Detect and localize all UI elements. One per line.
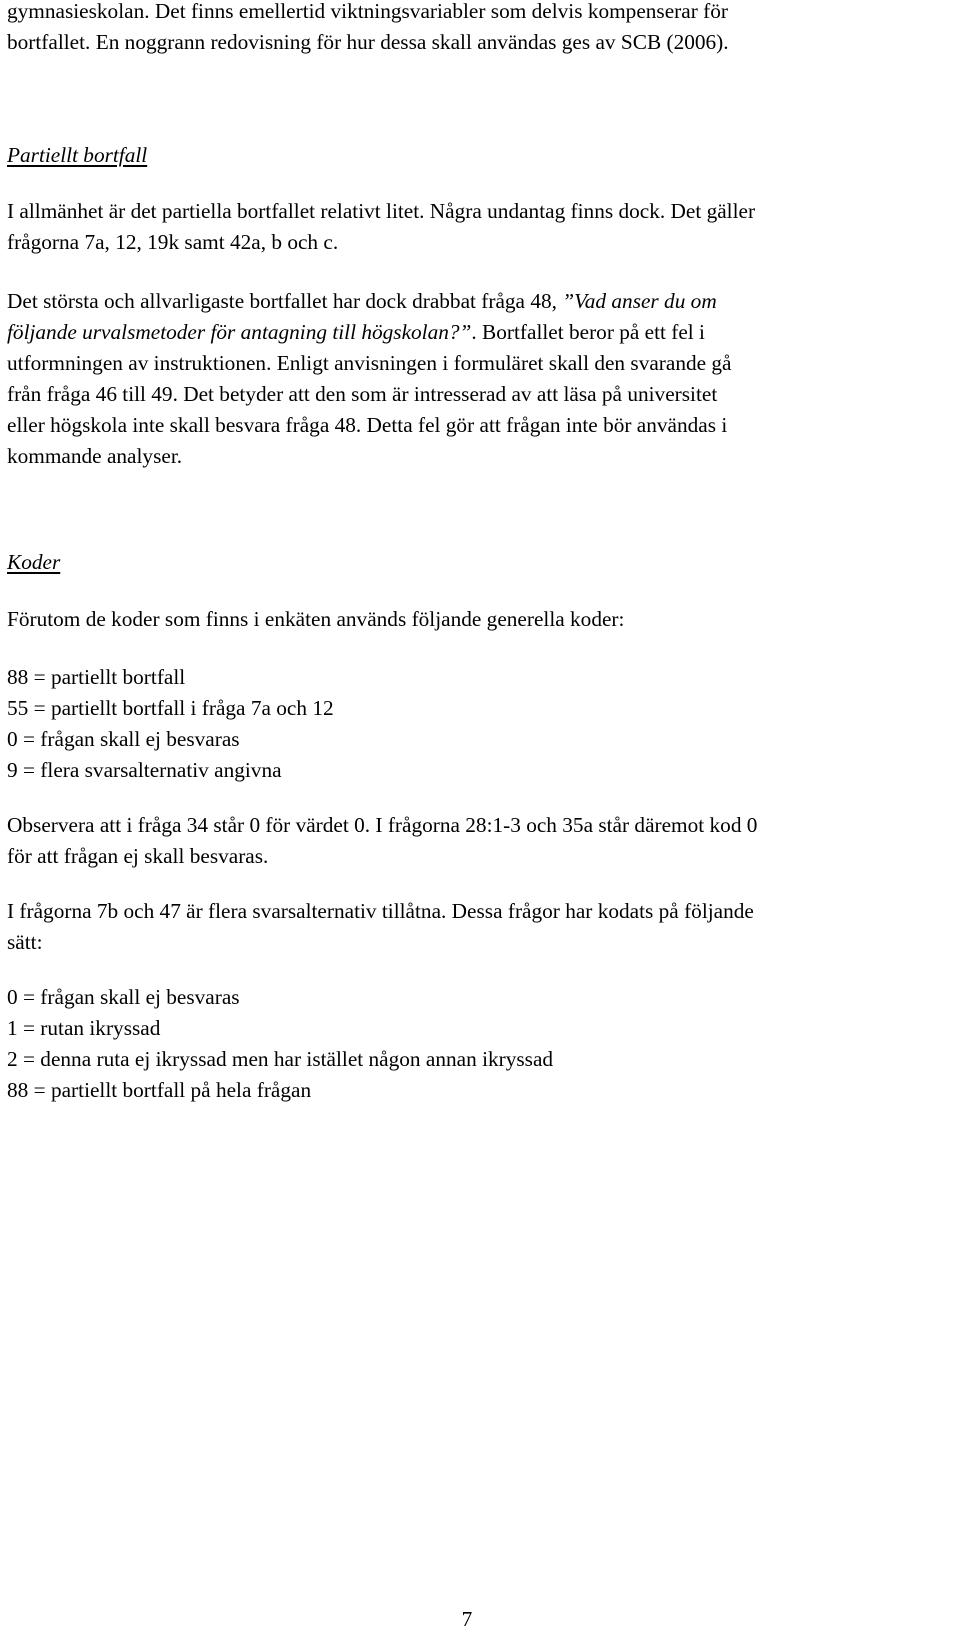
paragraph-line: utformningen av instruktionen. Enligt anvisningen i formuläret skall den svarande gå xyxy=(7,351,732,375)
paragraph-line: från fråga 46 till 49. Det betyder att den som är intresserad av att läsa på universitet xyxy=(7,382,718,406)
paragraph-line: frågorna 7a, 12, 19k samt 42a, b och c. xyxy=(7,230,339,254)
page-number: 7 xyxy=(461,1607,473,1631)
intro-line-1: gymnasieskolan. Det finns emellertid viktningsvariabler som delvis kompenserar för xyxy=(7,0,728,23)
list-item: 9 = flera svarsalternativ angivna xyxy=(7,758,282,782)
paragraph-line: I frågorna 7b och 47 är flera svarsalternativ tillåtna. Dessa frågor har kodats på följande xyxy=(7,899,754,923)
general-codes-list xyxy=(7,662,947,786)
intro-line-2: bortfallet. En noggrann redovisning för hur dessa skall användas ges av SCB (2006). xyxy=(7,30,729,54)
heading-partial-dropout: Partiellt bortfall xyxy=(7,143,148,167)
paragraph-text: Det största och allvarligaste bortfallet har dock drabbat fråga 48, xyxy=(7,289,563,313)
question-quote: följande urvalsmetoder för antagning till högskolan?” xyxy=(7,320,472,344)
paragraph-line: för att frågan ej skall besvaras. xyxy=(7,844,269,868)
heading-codes: Koder xyxy=(7,550,61,574)
codes-note-paragraph xyxy=(7,810,947,872)
partial-dropout-paragraph-1 xyxy=(7,196,947,258)
multi-answer-codes-list xyxy=(7,982,947,1106)
list-item: 0 = frågan skall ej besvaras xyxy=(7,727,240,751)
paragraph-line: eller högskola inte skall besvara fråga 48. Detta fel gör att frågan inte bör användas i xyxy=(7,413,728,437)
list-item: 0 = frågan skall ej besvaras xyxy=(7,985,240,1009)
partial-dropout-paragraph-2 xyxy=(7,286,947,472)
list-item: 55 = partiellt bortfall i fråga 7a och 12 xyxy=(7,696,334,720)
paragraph-line-2 xyxy=(7,317,947,348)
paragraph-line: I allmänhet är det partiella bortfallet relativt litet. Några undantag finns dock. Det gäller xyxy=(7,199,756,223)
intro-paragraph xyxy=(7,0,947,58)
list-item: 2 = denna ruta ej ikryssad men har istället någon annan ikryssad xyxy=(7,1047,554,1071)
paragraph-text: . Bortfallet beror på ett fel i xyxy=(471,320,705,344)
list-item: 1 = rutan ikryssad xyxy=(7,1016,161,1040)
paragraph-line-1 xyxy=(7,286,947,317)
paragraph-line: sätt: xyxy=(7,930,43,954)
question-quote: ”Vad anser du om xyxy=(562,289,717,313)
multi-answer-intro xyxy=(7,896,947,958)
codes-intro: Förutom de koder som finns i enkäten används följande generella koder: xyxy=(7,607,625,631)
paragraph-line: kommande analyser. xyxy=(7,444,183,468)
list-item: 88 = partiellt bortfall på hela frågan xyxy=(7,1078,312,1102)
list-item: 88 = partiellt bortfall xyxy=(7,665,186,689)
paragraph-line: Observera att i fråga 34 står 0 för värdet 0. I frågorna 28:1-3 och 35a står däremot kod 0 xyxy=(7,813,758,837)
